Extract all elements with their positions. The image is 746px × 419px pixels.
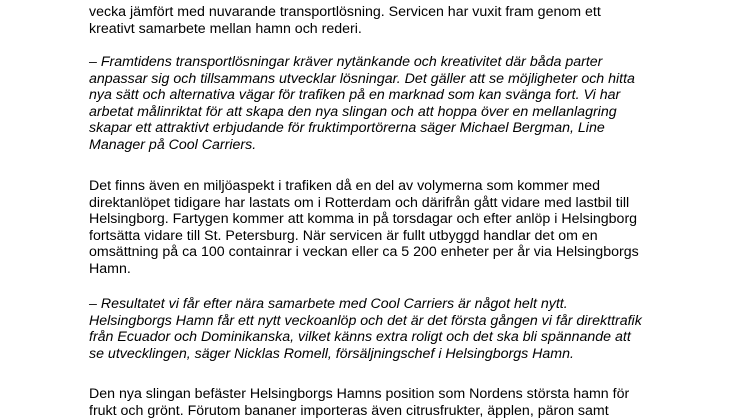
paragraph-environment	[89, 178, 729, 278]
text-line: – Resultatet vi får efter nära samarbete med Cool Carriers är något helt nytt.	[89, 296, 568, 312]
text-line: Det finns även en miljöaspekt i trafiken då en del av volymerna som kommer med	[89, 178, 600, 194]
text-line: skapar ett attraktivt erbjudande för fruktimportörerna säger Michael Bergman, Line	[89, 120, 605, 137]
text-line: fortsätta vidare till St. Petersburg. När servicen är fullt utbyggd handlar det om en	[89, 227, 598, 244]
text-line: – Framtidens transportlösningar kräver nytänkande och kreativitet där båda parter	[89, 54, 603, 70]
quote-nicklas-romell	[89, 296, 729, 362]
text-line: nya sätt och alternativa vägar för trafiken på en marknad som kan svänga fort. Vi har	[89, 87, 621, 104]
text-line: Hamn.	[89, 260, 131, 277]
text-line: vecka jämfört med nuvarande transportlösning. Servicen har vuxit fram genom ett	[89, 4, 601, 20]
text-line: Helsingborg. Fartygen kommer att komma in på torsdagar och efter anlöp i Helsingborg	[89, 211, 638, 228]
text-line: omsättning på ca 100 containrar i veckan eller ca 5 200 enheter per år via Helsingborgs	[89, 244, 639, 261]
text-line: Manager på Cool Carriers.	[89, 136, 257, 153]
text-line: kreativt samarbete mellan hamn och rederi.	[89, 20, 362, 37]
text-line: anpassar sig och tillsammans utvecklar lösningar. Det gäller att se möjligheter och hitta	[89, 70, 635, 87]
text-line: direktanlöpet tidigare har lastats om i Rotterdam och därifrån gått vidare med lastbil till	[89, 194, 630, 211]
text-line: arbetat målinriktat för att skapa den nya slingan och att hoppa över en mellanlagring	[89, 103, 617, 120]
text-line: frukt och grönt. Förutom bananer importeras även citrusfrukter, äpplen, päron samt	[89, 402, 609, 419]
quote-michael-bergman	[89, 54, 729, 154]
paragraph-service-growth	[89, 4, 729, 37]
text-line: från Ecuador och Dominikanska, vilket känns extra roligt och det ska bli spännande att	[89, 329, 631, 346]
paragraph-position	[89, 386, 729, 419]
text-line: Helsingborgs Hamn får ett nytt veckoanlöp och det är det första gången vi får direkttrafik	[89, 312, 642, 329]
text-line: Den nya slingan befäster Helsingborgs Hamns position som Nordens största hamn för	[89, 386, 630, 402]
text-line: se utvecklingen, säger Nicklas Romell, försäljningschef i Helsingborgs Hamn.	[89, 345, 574, 362]
